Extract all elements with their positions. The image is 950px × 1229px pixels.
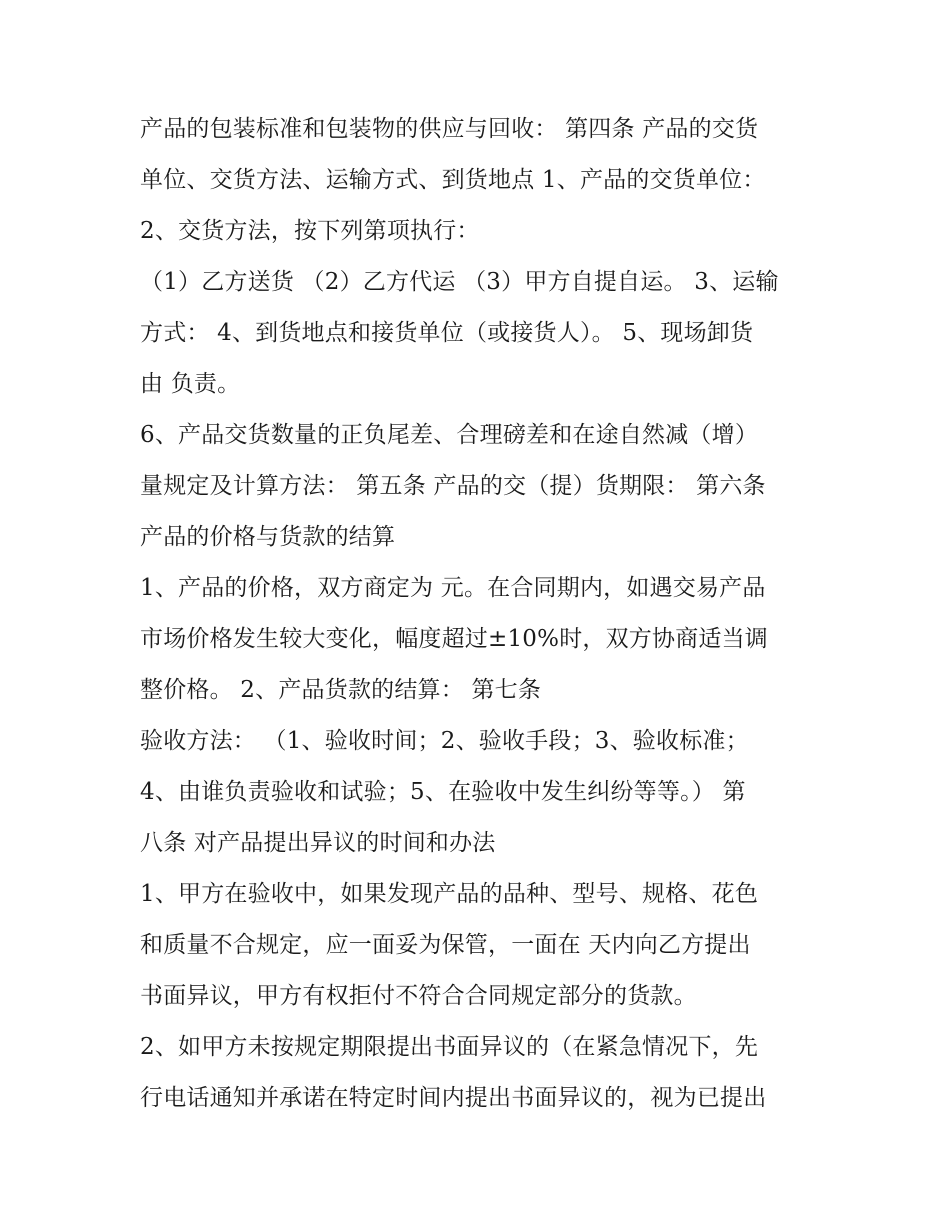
text-line: 行电话通知并承诺在特定时间内提出书面异议的，视为已提出 [140, 1085, 767, 1111]
text-line: 由 负责。 [140, 371, 241, 397]
text-line: 2、如甲方未按规定期限提出书面异议的（在紧急情况下，先 [140, 1034, 759, 1060]
text-line: 6、产品交货数量的正负尾差、合理磅差和在途自然减（增） [140, 422, 759, 448]
text-line: 4、由谁负责验收和试验；5、在验收中发生纠纷等等。） 第 [140, 779, 746, 805]
text-line: 产品的价格与货款的结算 [140, 524, 396, 550]
text-line: 方式： 4、到货地点和接货单位（或接货人）。 5、现场卸货 [140, 320, 754, 346]
text-line: 2、交货方法，按下列第项执行： [140, 218, 480, 244]
text-line: 市场价格发生较大变化，幅度超过±10%时，双方协商适当调 [140, 626, 768, 652]
text-line: 整价格。 2、产品货款的结算： 第七条 [140, 677, 542, 703]
text-line: 书面异议，甲方有权拒付不符合合同规定部分的货款。 [140, 983, 697, 1009]
contract-body-text [140, 104, 820, 1124]
text-line: 1、甲方在验收中，如果发现产品的品种、型号、规格、花色 [140, 881, 759, 907]
text-line: 1、产品的价格，双方商定为 元。在合同期内，如遇交易产品 [140, 575, 766, 601]
text-line: （1）乙方送货 （2）乙方代运 （3）甲方自提自运。 3、运输 [140, 269, 779, 295]
text-line: 产品的包装标准和包装物的供应与回收： 第四条 产品的交货 [140, 116, 759, 142]
text-line: 单位、交货方法、运输方式、到货地点 1、产品的交货单位： [140, 167, 766, 193]
text-line: 验收方法： （1、验收时间；2、验收手段；3、验收标准； [140, 728, 749, 754]
text-line: 和质量不合规定，应一面妥为保管，一面在 天内向乙方提出 [140, 932, 751, 958]
text-line: 量规定及计算方法： 第五条 产品的交（提）货期限： 第六条 [140, 473, 766, 499]
text-line: 八条 对产品提出异议的时间和办法 [140, 830, 496, 856]
